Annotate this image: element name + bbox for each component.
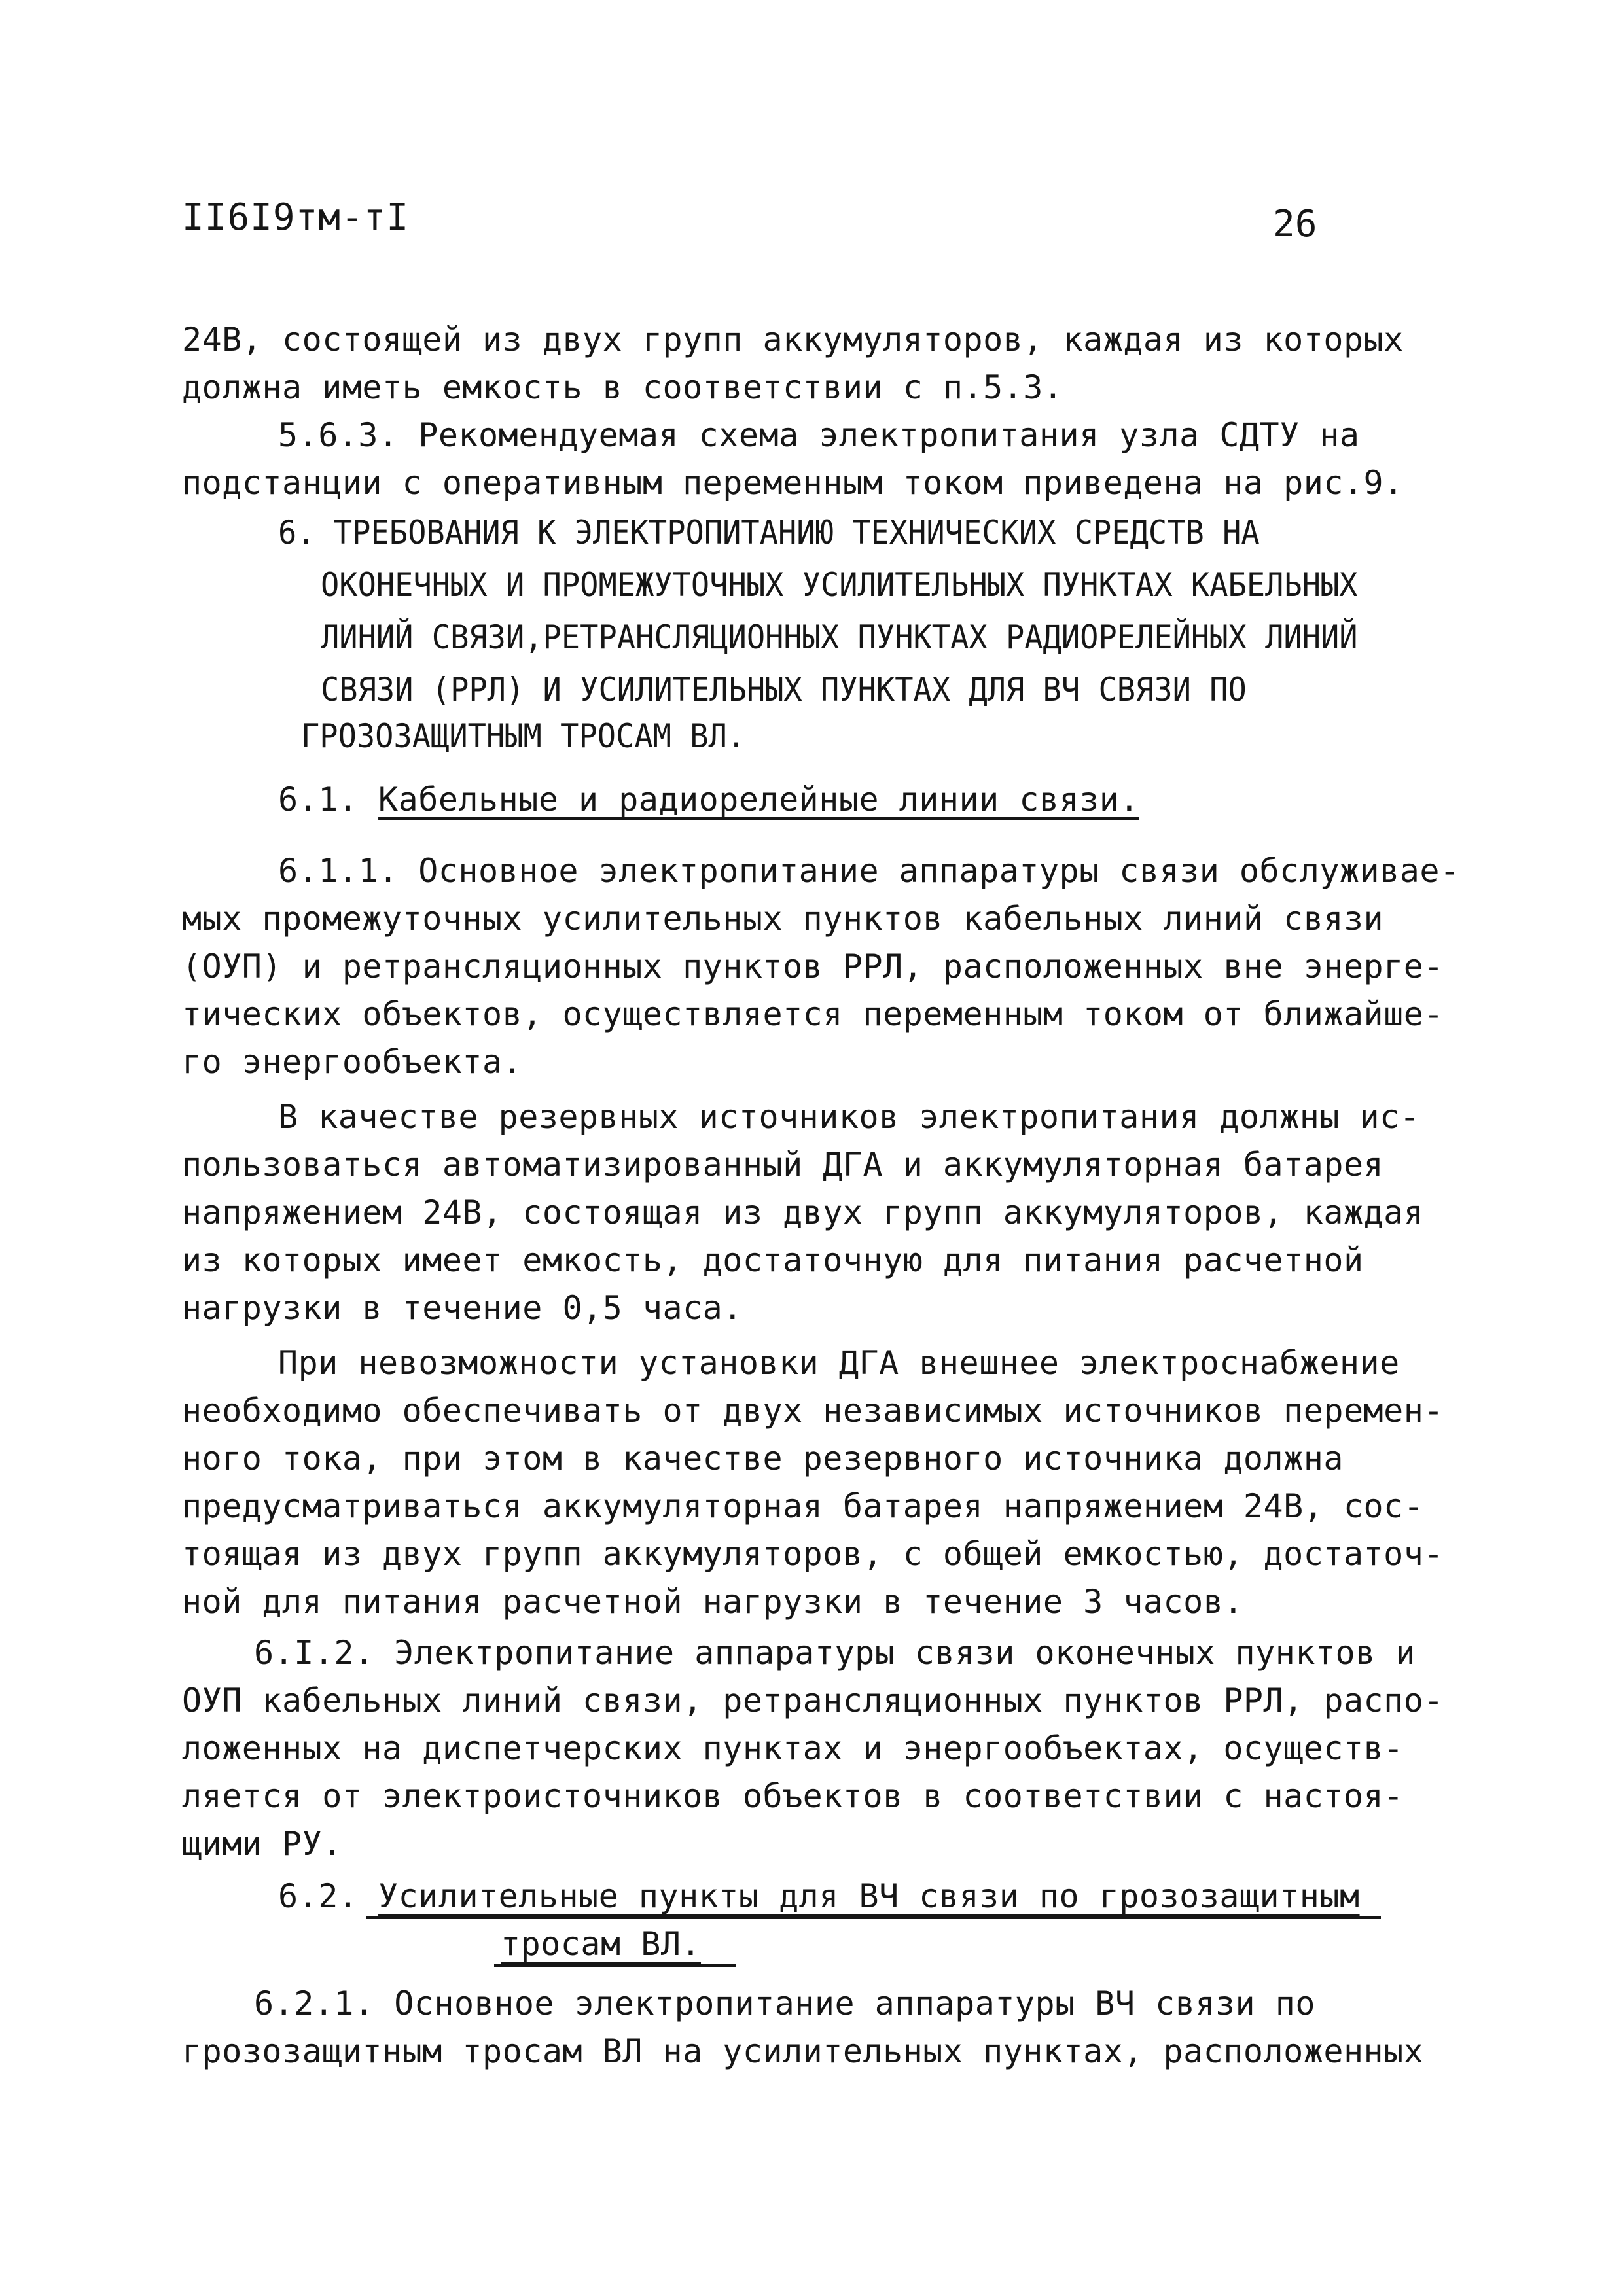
text-line: го энергообъекта. xyxy=(182,1043,523,1081)
underline-rule xyxy=(366,1916,1381,1919)
text-line: подстанции с оперативным переменным током приведена на рис.9. xyxy=(182,464,1404,502)
clause-5-6-3: 5.6.3. Рекомендуемая схема электропитания узла СДТУ на xyxy=(278,416,1360,454)
text-line: ной для питания расчетной нагрузки в течение 3 часов. xyxy=(182,1583,1243,1621)
document-code: II6I9тм-тI xyxy=(182,196,410,239)
text-line: (ОУП) и ретрансляционных пунктов РРЛ, расположенных вне энерге- xyxy=(182,947,1444,985)
text-line: должна иметь емкость в соответствии с п.5.3. xyxy=(182,368,1063,406)
text-line: тических объектов, осуществляется переменным током от ближайше- xyxy=(182,995,1444,1033)
text-line: предусматриваться аккумуляторная батарея напряжением 24В, сос- xyxy=(182,1487,1424,1525)
section-6-heading: 6. ТРЕБОВАНИЯ К ЭЛЕКТРОПИТАНИЮ ТЕХНИЧЕСКИХ СРЕДСТВ НА xyxy=(278,514,1260,552)
text-line: грозозащитным тросам ВЛ на усилительных пунктах, расположенных xyxy=(182,2032,1424,2070)
subsection-6-2 xyxy=(278,1877,1360,1915)
section-6-heading: ОКОНЕЧНЫХ И ПРОМЕЖУТОЧНЫХ УСИЛИТЕЛЬНЫХ ПУНКТАХ КАБЕЛЬНЫХ xyxy=(321,566,1358,604)
underline-rule xyxy=(494,1964,736,1967)
subsection-number: 6.2. xyxy=(278,1877,359,1915)
page-number: 26 xyxy=(1273,203,1317,245)
section-6-heading: ЛИНИЙ СВЯЗИ,РЕТРАНСЛЯЦИОННЫХ ПУНКТАХ РАДИОРЕЛЕЙНЫХ ЛИНИЙ xyxy=(321,618,1358,656)
text-line: ного тока, при этом в качестве резервного источника должна xyxy=(182,1439,1344,1477)
text-line: щими РУ. xyxy=(182,1825,342,1863)
text-line: 24В, состоящей из двух групп аккумуляторов, каждая из которых xyxy=(182,321,1404,359)
subsection-title: Усилительные пункты для ВЧ связи по грозозащитным xyxy=(378,1877,1360,1915)
subsection-6-2-cont xyxy=(501,1925,702,1963)
clause-6-1-2: 6.I.2. Электропитание аппаратуры связи оконечных пунктов и xyxy=(254,1634,1416,1672)
text-line: мых промежуточных усилительных пунктов кабельных линий связи xyxy=(182,900,1384,938)
clause-6-2-1: 6.2.1. Основное электропитание аппаратуры ВЧ связи по xyxy=(254,1985,1315,2022)
text-line: пользоваться автоматизированный ДГА и аккумуляторная батарея xyxy=(182,1146,1384,1184)
text-line: тоящая из двух групп аккумуляторов, с общей емкостью, достаточ- xyxy=(182,1535,1444,1573)
paragraph-start: В качестве резервных источников электропитания должны ис- xyxy=(278,1098,1420,1136)
text-line: напряжением 24В, состоящая из двух групп аккумуляторов, каждая xyxy=(182,1193,1424,1231)
clause-6-1-1: 6.1.1. Основное электропитание аппаратуры связи обслуживае- xyxy=(278,852,1460,890)
section-6-heading: СВЯЗИ (РРЛ) И УСИЛИТЕЛЬНЫХ ПУНКТАХ ДЛЯ ВЧ СВЯЗИ ПО xyxy=(321,671,1247,709)
subsection-6-1 xyxy=(278,781,1139,819)
subsection-number: 6.1. xyxy=(278,781,359,819)
text-line: нагрузки в течение 0,5 часа. xyxy=(182,1289,743,1327)
text-line: необходимо обеспечивать от двух независимых источников перемен- xyxy=(182,1392,1444,1430)
section-6-heading: ГРОЗОЗАЩИТНЫМ ТРОСАМ ВЛ. xyxy=(301,717,746,755)
paragraph-start: При невозможности установки ДГА внешнее электроснабжение xyxy=(278,1344,1400,1382)
text-line: ОУП кабельных линий связи, ретрансляционных пунктов РРЛ, распо- xyxy=(182,1682,1444,1720)
text-line: ложенных на диспетчерских пунктах и энергообъектах, осуществ- xyxy=(182,1729,1404,1767)
subsection-title: Кабельные и радиорелейные линии связи. xyxy=(378,781,1139,819)
text-line: ляется от электроисточников объектов в соответствии с настоя- xyxy=(182,1777,1404,1815)
subsection-title: тросам ВЛ. xyxy=(501,1925,702,1963)
text-line: из которых имеет емкость, достаточную для питания расчетной xyxy=(182,1241,1364,1279)
